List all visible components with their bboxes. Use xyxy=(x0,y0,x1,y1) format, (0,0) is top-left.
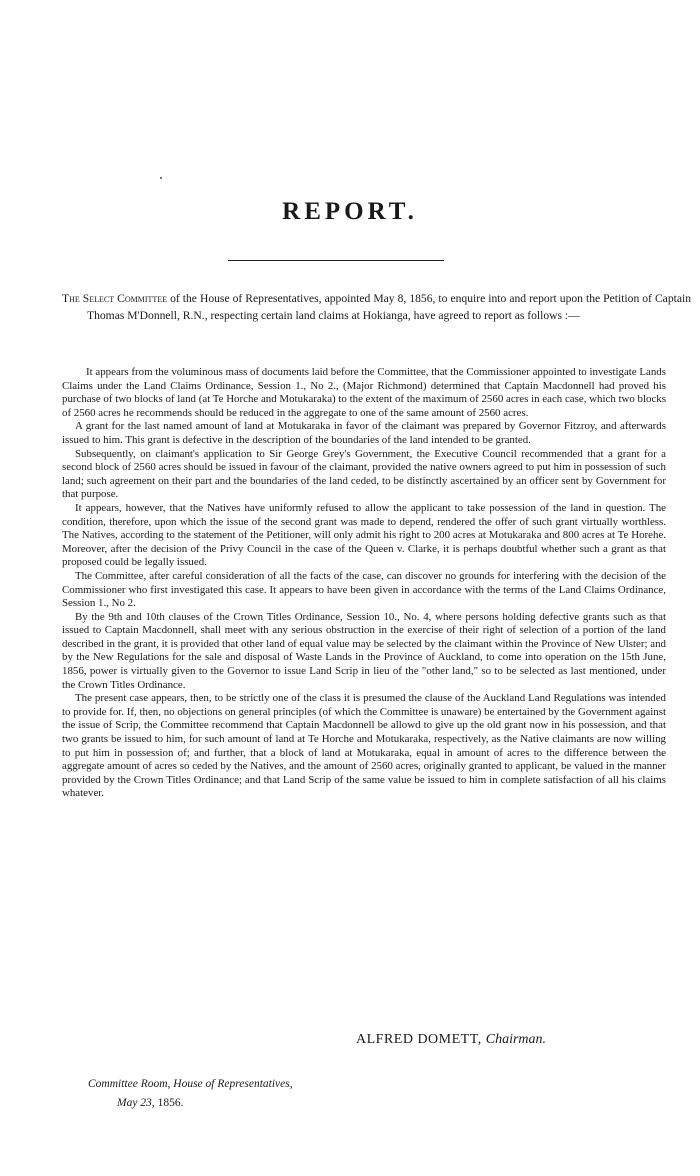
signature xyxy=(356,1032,666,1048)
signatory-name: ALFRED DOMETT, xyxy=(356,1032,482,1047)
committee-room: Committee Room, House of Representatives, xyxy=(88,1078,293,1090)
report-date xyxy=(117,1097,183,1109)
intro-lead: The Select Committee xyxy=(62,292,168,305)
intro-text: of the House of Representatives, appointed May 8, 1856, to enquire into and report upon the Petition of Captain Thomas M'Donnell, R.N., respecting certain land claims at Hokianga, have agreed to report as follows :— xyxy=(87,292,692,322)
body-paragraph: It appears from the voluminous mass of documents laid before the Committee, that the Commissioner appointed to investigate Lands Claims under the Land Claims Ordinance, Session 1., No 2., (Major Richmond) determined that Captain Macdonnell had proved his purchase of two blocks of land (at Te Horche and Motukaraka) to the extent of the maximum of 2560 acres in each case, which two blocks of 2560 acres he recommends should be reduced in the aggregate to one of the same amount of 2560 acres. xyxy=(62,366,666,419)
title-divider xyxy=(228,260,444,261)
body-paragraph: It appears, however, that the Natives have uniformly refused to allow the applicant to take possession of the land in question. The condition, therefore, upon which the issue of the second grant was made to depend, rendered the offer of such grant virtually worthless. The Natives, according to the statement of the Petitioner, will only admit his right to 200 acres at Motukaraka and 800 acres at Te Horehe. Moreover, after the decision of the Privy Council in the case of the Queen v. Clarke, it is perhaps doubtful whether such a grant as that proposed could be legally issued. xyxy=(62,501,666,569)
body-paragraph: The Committee, after careful consideration of all the facts of the case, can discover no grounds for interfering with the decision of the Commissioner who first investigated this case. It appears to have been given in accordance with the terms of the Land Claims Ordinance, Session 1., No 2. xyxy=(62,569,666,610)
body-paragraph: By the 9th and 10th clauses of the Crown Titles Ordinance, Session 10., No. 4, where persons holding defective grants such as that issued to Captain Macdonnell, shall meet with any serious obstruction in the exercise of their right of selection of a portion of the land described in the grant, it is provided that other land of equal value may be selected by the claimant within the Province of New Ulster; and by the New Regulations for the sale and disposal of Waste Lands in the Province of Auckland, to come into operation on the 15th June, 1856, power is virtually given to the Governor to issue Land Scrip in lieu of the "other land," so to be selected as last mentioned, under the Crown Titles Ordinance. xyxy=(62,610,666,691)
report-title: REPORT. xyxy=(282,198,418,225)
body-paragraph: A grant for the last named amount of land at Motukaraka in favor of the claimant was prepared by Governor Fitzroy, and afterwards issued to him. This grant is defective in the description of the boundaries of the land intended to be granted. xyxy=(62,420,666,446)
intro-paragraph xyxy=(62,290,691,324)
body-paragraph: Subsequently, on claimant's application to Sir George Grey's Government, the Executive Council recommended that a grant for a second block of 2560 acres should be issued in favour of the claimant, provided the native owners agreed to put him in possession of such land; such agreement on their part and the boundaries of the land ceded, to be distinctly ascertained by an officer sent by Government for that purpose. xyxy=(62,447,666,501)
stray-mark xyxy=(160,177,162,179)
signatory-role: Chairman. xyxy=(485,1032,547,1047)
body-paragraph: The present case appears, then, to be strictly one of the class it is presumed the clause of the Auckland Land Regulations was intended to provide for. If, then, no objections on general principles (of which the Committee is unaware) be entertained by the Government against the issue of Scrip, the Committee recommend that Captain Macdonnell be allowd to give up the old grant now in his possession, and that two grants be issued to him, for such amount of land at Te Horche and Motukaraka, respectively, as the Native claimants are now willing to put him in possession of; and further, that a block of land at Motukaraka, equal in amount of acres to the difference between the aggregate amount of acres so ceded by the Natives, and the amount of 2560 acres, originally granted to applicant, be valued in the manner provided by the Crown Titles Ordinance; and that Land Scrip of the same value be issued to him in complete satisfaction of all his claims whatever. xyxy=(62,692,666,800)
date-month-day: May 23, xyxy=(117,1097,155,1109)
report-body xyxy=(62,366,666,801)
date-year: 1856. xyxy=(157,1097,184,1109)
